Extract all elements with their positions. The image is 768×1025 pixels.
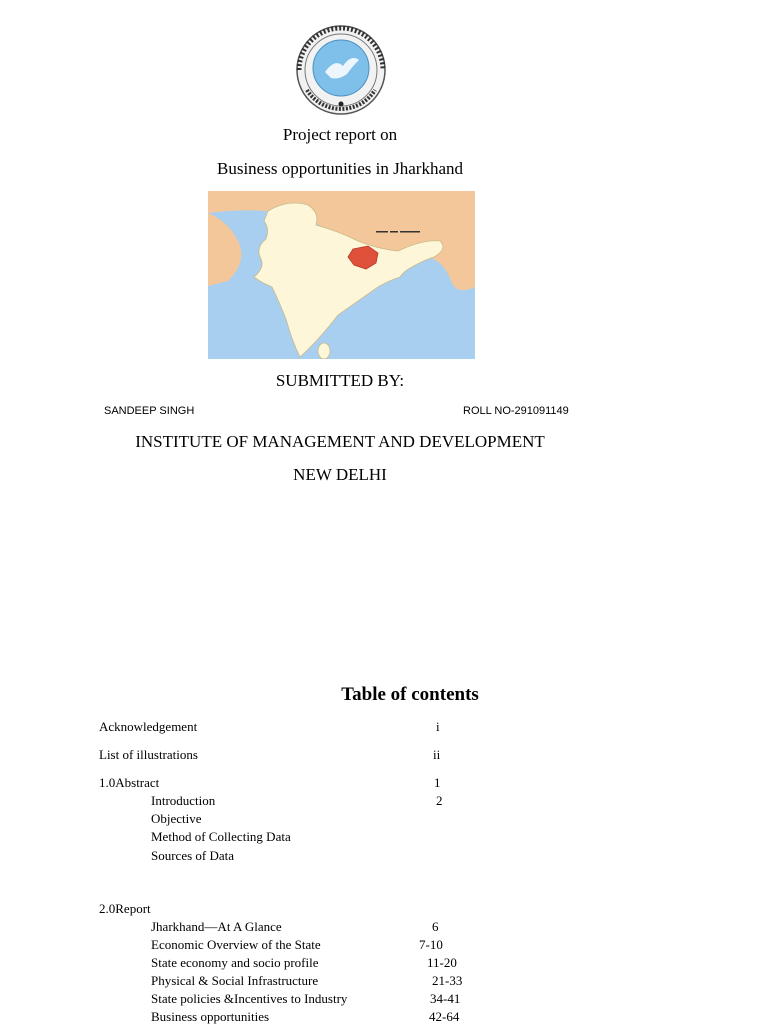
institute-city: NEW DELHI — [293, 465, 387, 484]
toc-entry-page: 42-64 — [429, 1009, 460, 1024]
student-name: SANDEEP SINGH — [104, 405, 195, 417]
toc-entry-page: 6 — [432, 919, 439, 934]
toc-entry-label: Introduction — [151, 793, 216, 808]
toc-entry-label: Physical & Social Infrastructure — [151, 973, 319, 988]
toc-entry-label: State economy and socio profile — [151, 955, 319, 970]
toc-entry-label: State policies &Incentives to Industry — [151, 991, 348, 1006]
toc-entry-page: 21-33 — [432, 973, 463, 988]
toc-entry-page: 2 — [436, 793, 443, 808]
institute-name: INSTITUTE OF MANAGEMENT AND DEVELOPMENT — [135, 432, 545, 451]
toc-entry-page: 7-10 — [419, 937, 443, 952]
toc-entry-page: i — [436, 719, 440, 734]
toc-entry-page: 34-41 — [430, 991, 461, 1006]
toc-entry-page: 11-20 — [427, 955, 457, 970]
toc-entry-page: 1 — [434, 775, 441, 790]
toc-entry-label: Method of Collecting Data — [151, 829, 291, 844]
toc-entry-page: ii — [433, 747, 441, 762]
roll-number: ROLL NO-291091149 — [463, 405, 569, 417]
toc-entry-label: Objective — [151, 811, 202, 826]
toc-entry-label: Economic Overview of the State — [151, 937, 321, 952]
toc-entry-label: 1.0Abstract — [99, 775, 160, 790]
project-report-line: Project report on — [282, 125, 398, 144]
toc-entry-label: Acknowledgement — [99, 719, 198, 734]
toc-entry-label: Sources of Data — [151, 848, 235, 863]
toc-title: Table of contents — [341, 684, 479, 705]
toc-entry-label: Business opportunities — [151, 1009, 270, 1024]
toc-entry-label: List of illustrations — [99, 747, 198, 762]
submitted-by-label: SUBMITTED BY: — [275, 371, 405, 390]
report-title: Business opportunities in Jharkhand — [216, 159, 463, 178]
toc-entry-label: Jharkhand—At A Glance — [151, 919, 282, 934]
institute-seal-icon — [291, 24, 391, 116]
toc-entry-label: 2.0Report — [99, 901, 151, 916]
india-map-image — [208, 191, 475, 359]
